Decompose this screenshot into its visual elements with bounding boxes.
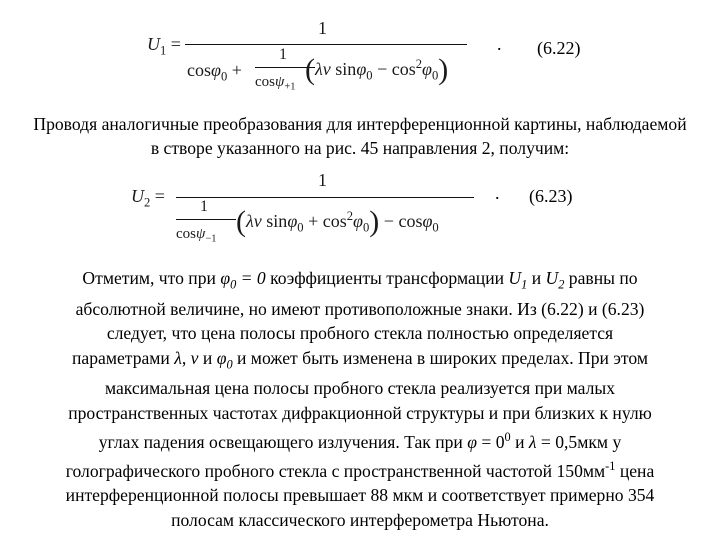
eq622-period: . [497, 34, 502, 54]
paragraph-intro: Проводя аналогичные преобразования для интерференционной картины, наблюдаемой в створе указанного на рис. 45 направления 2, получим: [33, 114, 687, 159]
para2-line-9: интерференционной полосы превышает 88 мкм и соответствует примерно 354 [65, 485, 655, 506]
eq622-den-cos: cosφ$_0$ + [187, 60, 242, 84]
eq623-numerator: 1 [318, 170, 327, 190]
eq623-number: (6.23) [529, 186, 573, 206]
eq622-number: (6.22) [537, 38, 581, 58]
eq622-lhs: $U_1$ = [147, 34, 181, 58]
para2-line-4: параметрами λ, ν и $\varphi_0$ и может быть изменена в широких пределах. При этом [72, 347, 648, 371]
paragraph-main [28, 266, 692, 532]
eq623-lhs: $U_2$ = [131, 186, 165, 210]
para2-line-3: следует, что цена полосы пробного стекла полностью определяется [106, 323, 614, 344]
eq623-inner-numerator: 1 [200, 198, 208, 215]
eq622-numerator: 1 [318, 18, 327, 38]
para2-line-7: углах падения освещающего излучения. Так при $\varphi = 0^0$ и λ = 0,5мкм у [98, 430, 622, 452]
eq622-inner-den: cosψ$_{+1}$ [255, 74, 296, 93]
eq623-bracket-term: (λν $\sin\varphi_0 + \cos^2\varphi_0) - \cos\varphi_0$ [236, 205, 439, 238]
para2-line-2: абсолютной величине, но имеют противоположные знаки. Из (6.22) и (6.23) [75, 298, 645, 319]
para2-line-6: пространственных частотах дифракционной структуры и при близких к нулю [68, 402, 652, 423]
eq622-bracket-term: (λν $\sin\varphi_0 - \cos^2\varphi_0$) [305, 53, 449, 86]
eq623-inner-den: cosψ$_{-1}$ [176, 226, 217, 245]
para2-line-1: Отметим, что при $\varphi_0 = 0$ коэффициенты трансформации $U_1$ и $U_2$ равны по [82, 268, 638, 292]
eq622-main-fraction-bar [185, 44, 467, 45]
para2-line-5: максимальная цена полосы пробного стекла реализуется при малых [104, 378, 616, 399]
para2-line-8: голографического пробного стекла с пространственной частотой $150мм^{-1}$ цена [65, 459, 655, 481]
eq622-inner-numerator: 1 [279, 46, 287, 63]
para2-line-10: полосам классического интерферометра Ньютона. [171, 509, 549, 530]
eq623-inner-fraction-bar [176, 219, 236, 220]
eq623-main-fraction-bar [176, 197, 474, 198]
eq623-period: . [495, 183, 500, 203]
